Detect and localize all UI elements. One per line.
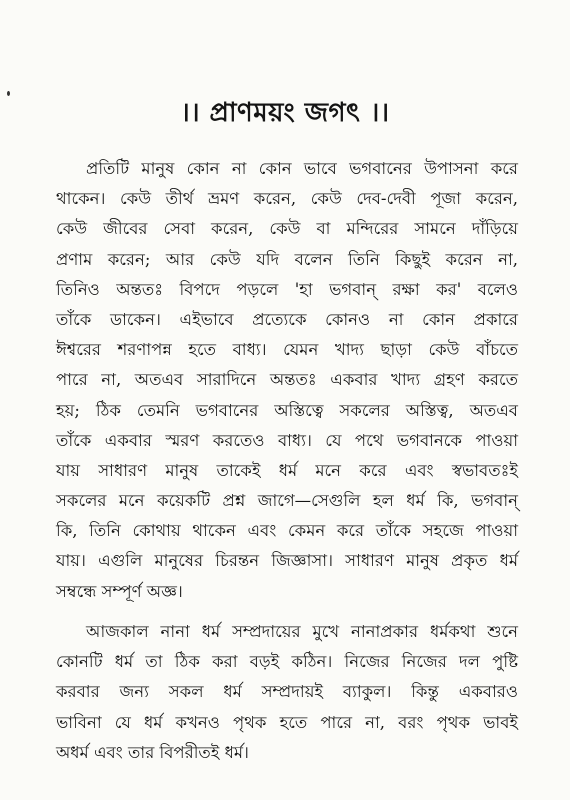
text-line: তিনিও অন্ততঃ বিপদে পড়লে 'হা ভগবান্ রক্ষা কর' বলেও xyxy=(56,279,518,299)
paragraph-2 xyxy=(56,617,518,768)
page-title: ।। প্রাণময়ং জগৎ ।। xyxy=(180,98,390,128)
text-line: তাঁকে ডাকেন। এইভাবে প্রত্যেকে কোনও না কোন প্রকারে xyxy=(56,309,518,329)
text-line: যায়। এগুলি মানুষের চিরন্তন জিজ্ঞাসা। সাধারণ মানুষ প্রকৃত ধর্ম xyxy=(56,551,518,571)
text-line: হয়; ঠিক তেমনি ভগবানের অস্তিত্বে সকলের অস্তিত্ব, অতএব xyxy=(56,400,518,420)
text-line: অধর্ম এবং তার বিপরীতই ধর্ম। xyxy=(56,742,249,762)
text-line: প্রণাম করেন; আর কেউ যদি বলেন তিনি কিছুই করেন না, xyxy=(56,249,518,269)
paragraph-1 xyxy=(56,154,518,607)
text-line: কোনটি ধর্ম তা ঠিক করা বড়ই কঠিন। নিজের নিজের দল পুষ্টি xyxy=(56,652,518,672)
text-line: সকলের মনে কয়েকটি প্রশ্ন জাগে—সেগুলি হল ধর্ম কি, ভগবান্ xyxy=(56,491,518,511)
text-line: কি, তিনি কোথায় থাকেন এবং কেমন করে তাঁকে সহজে পাওয়া xyxy=(56,521,518,541)
text-line: থাকেন। কেউ তীর্থ ভ্রমণ করেন, কেউ দেব-দেবী পূজা করেন, xyxy=(56,189,518,209)
text-line: সম্বন্ধে সম্পূর্ণ অজ্ঞ। xyxy=(56,581,183,601)
text-line: তাঁকে একবার স্মরণ করতেও বাধ্য। যে পথে ভগবানকে পাওয়া xyxy=(56,430,518,450)
text-line: আজকাল নানা ধর্ম সম্প্রদায়ের মুখে নানাপ্রকার ধর্মকথা শুনে xyxy=(86,622,518,641)
text-line: পারে না, অতএব সারাদিনে অন্ততঃ একবার খাদ্য গ্রহণ করতে xyxy=(56,370,518,390)
text-line: প্রতিটি মানুষ কোন না কোন ভাবে ভগবানের উপাসনা করে xyxy=(86,159,518,178)
text-line: যায় সাধারণ মানুষ তাকেই ধর্ম মনে করে এবং স্বভাবতঃই xyxy=(56,460,518,480)
text-line: করবার জন্য সকল ধর্ম সম্প্রদায়ই ব্যাকুল। কিন্তু একবারও xyxy=(56,682,518,702)
text-line: ভাবিনা যে ধর্ম কখনও পৃথক হতে পারে না, বরং পৃথক ভাবই xyxy=(56,712,518,732)
text-line: কেউ জীবের সেবা করেন, কেউ বা মন্দিরের সামনে দাঁড়িয়ে xyxy=(56,219,518,239)
text-line: ঈশ্বরের শরণাপন্ন হতে বাধ্য। যেমন খাদ্য ছাড়া কেউ বাঁচতে xyxy=(56,340,518,360)
